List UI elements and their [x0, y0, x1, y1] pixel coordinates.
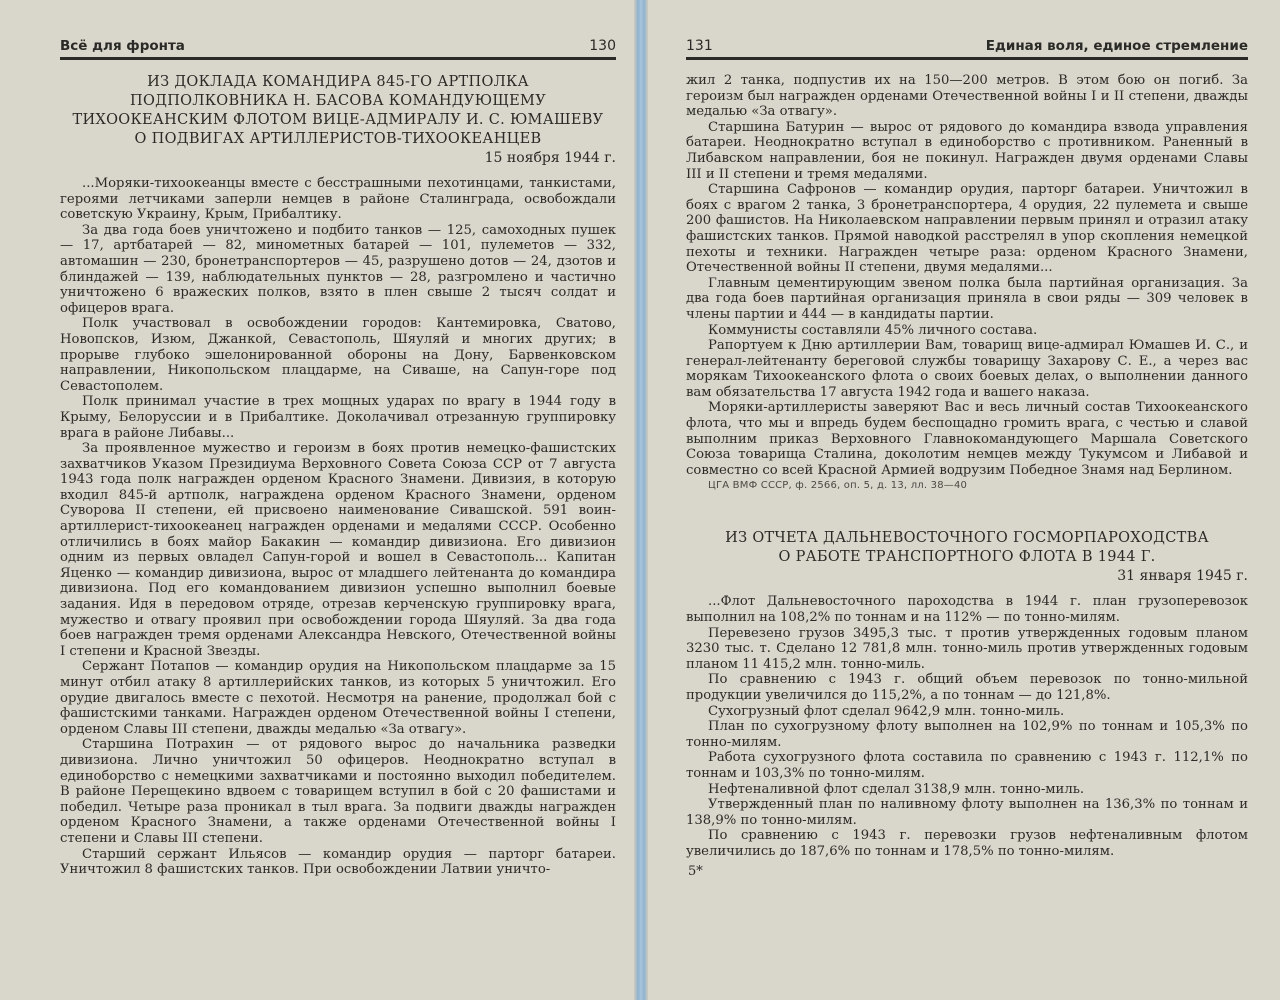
title-line: О ПОДВИГАХ АРТИЛЛЕРИСТОВ-ТИХООКЕАНЦЕВ — [134, 131, 542, 147]
paragraph: Старшина Потрахин — от рядового вырос до начальника разведки дивизиона. Лично уничтожил 50 офицеров. Неоднократно вступал в единоборство с немецкими захватчиками и постоянно выходил победителем. В районе Перещекино вдвоем с товарищем вступил в бой с 20 фашистами и победил. Четыре раза проникал в тыл врага. За подвиги дважды награжден орденом Красного Знамени, а также орденами Отечественной войны I степени и Славы III степени. — [60, 737, 616, 846]
running-head-title: Всё для фронта — [60, 38, 185, 54]
document-title — [60, 73, 616, 149]
left-page — [0, 0, 634, 1000]
paragraph: ...Флот Дальневосточного пароходства в 1944 г. план грузоперевозок выполнил на 108,2% по тоннам и на 112% — по тонно-милям. — [686, 594, 1248, 626]
paragraph: Коммунисты составляли 45% личного состава. — [708, 322, 1038, 338]
title-line: О РАБОТЕ ТРАНСПОРТНОГО ФЛОТА В 1944 Г. — [778, 549, 1156, 566]
paragraph: Полк участвовал в освобождении городов: Кантемировка, Сватово, Новопсков, Изюм, Джанкой, Севастополь, Шяуляй и многих других; в прорыве глубоко эшелонированной обороны на Дону, Барвенковском направлении, Никопольском плацдарме, на Сиваше, на Сапун-горе под Севастополем. — [60, 316, 616, 394]
page-number: 131 — [686, 38, 713, 54]
paragraph: По сравнению с 1943 г. общий объем перевозок по тонно-мильной продукции увеличился до 115,2%, а по тоннам — до 121,8%. — [686, 672, 1248, 703]
right-body-text-2 — [686, 594, 1248, 859]
running-head-left — [60, 38, 616, 60]
paragraph: Полк принимал участие в трех мощных ударах по врагу в 1944 году в Крыму, Белоруссии и в Прибалтике. Доколачивал отрезанную группировку врага в районе Либавы... — [60, 394, 616, 441]
book-gutter — [634, 0, 648, 1000]
right-page — [648, 0, 1280, 1000]
paragraph: За два года боев уничтожено и подбито танков — 125, самоходных пушек — 17, артбатарей — 82, минометных батарей — 101, пулеметов — 332, автомашин — 230, бронетранспортеров — 45, разрушено дотов — 24, дзотов и блиндажей — 139, наблюдательных пунктов — 28, разгромлено и частично уничтожено 6 вражеских полков, взято в плен свыше 2 тысяч солдат и офицеров врага. — [60, 222, 616, 316]
paragraph: За проявленное мужество и героизм в боях против немецко-фашистских захватчиков Указом Президиума Верховного Совета Союза ССР от 7 августа 1943 года полк награжден орденом Красного Знамени. Дивизия, в которую входил 845-й артполк, награждена орденом Красного Знамени, орденом Суворова II степени, ей присвоено наименование Сивашской. 591 воин-артиллерист-тихоокеанец награжден орденами и медалями СССР. Особенно отличились в боях майор Бакакин — командир дивизиона. Его дивизион одним из первых овладел Сапун-горой и вошел в Севастополь... Капитан Яценко — командир дивизиона, вырос от младшего лейтенанта до командира дивизиона. Под его командованием дивизион успешно выполнил боевые задания. Идя в передовом отряде, отрезав керченскую группировку врага, мужество и отвагу проявил при освобождении города Шяуляй. За два года боев награжден тремя орденами Александра Невского, Отечественной войны I степени и Красной Звезды. — [60, 441, 616, 659]
paragraph: ...Моряки-тихоокеанцы вместе с бесстрашными пехотинцами, танкистами, героями летчиками заперли немцев в районе Сталинграда, освобождали советскую Украину, Крым, Прибалтику. — [60, 176, 616, 223]
paragraph: Старший сержант Ильясов — командир орудия — парторг батареи. Уничтожил 8 фашистских танков. При освобождении Латвии уничто- — [60, 846, 616, 878]
title-line: ТИХООКЕАНСКИМ ФЛОТОМ ВИЦЕ-АДМИРАЛУ И. С. ЮМАШЕВУ — [72, 112, 604, 128]
archive-source: ЦГА ВМФ СССР, ф. 2566, оп. 5, д. 13, лл. 38—40 — [708, 480, 968, 492]
document-date: 15 ноября 1944 г. — [484, 150, 616, 166]
right-body-text — [686, 73, 1248, 478]
left-body-text — [60, 176, 616, 878]
paragraph: Главным цементирующим звеном полка была партийная организация. За два года боев партийная организация приняла в свои ряды — 309 человек в члены партии и 444 — в кандидаты партии. — [686, 275, 1248, 322]
paragraph-continuation: жил 2 танка, подпустив их на 150—200 метров. В этом бою он погиб. За героизм был награжден орденами Отечественной войны I и II степени, дважды медалью «За отвагу». — [686, 73, 1248, 120]
paragraph: Сухогрузный флот сделал 9642,9 млн. тонно-миль. — [708, 703, 1065, 719]
paragraph: Моряки-артиллеристы заверяют Вас и весь личный состав Тихоокеанского флота, что мы и впредь будем беспощадно громить врага, с честью и славой выполним приказ Верховного Главнокомандующего Маршала Советского Союза товарища Сталина, доколотим немцев между Тукумсом и Либавой и совместно со всей Красной Армией водрузим Победное Знамя над Берлином. — [686, 400, 1248, 478]
running-head-right — [686, 38, 1248, 60]
paragraph: Нефтеналивной флот сделал 3138,9 млн. тонно-миль. — [708, 781, 1085, 797]
title-line: ИЗ ДОКЛАДА КОМАНДИРА 845-ГО АРТПОЛКА — [147, 74, 529, 90]
paragraph: Сержант Потапов — командир орудия на Никопольском плацдарме за 15 минут отбил атаку 8 артиллерийских танков, из которых 5 уничтожил. Его орудие двигалось вместе с пехотой. Несмотря на ранение, продолжал бой с фашистскими танками. Награжден орденом Отечественной войны I степени, орденом Славы III степени, дважды медалью «За отвагу». — [60, 659, 616, 737]
title-line: ПОДПОЛКОВНИКА Н. БАСОВА КОМАНДУЮЩЕМУ — [130, 93, 546, 109]
paragraph: Работа сухогрузного флота составила по сравнению с 1943 г. 112,1% по тоннам и 103,3% по тонно-милям. — [686, 750, 1248, 781]
paragraph: Утвержденный план по наливному флоту выполнен на 136,3% по тоннам и 138,9% по тонно-милям. — [686, 797, 1248, 828]
page-number: 130 — [589, 38, 616, 54]
paragraph: Старшина Сафронов — командир орудия, парторг батареи. Уничтожил в боях с врагом 2 танка, 3 бронетранспортера, 4 орудия, 22 пулемета и свыше 200 фашистов. На Николаевском направлении первым принял и отразил атаку фашистских танков. Прямой наводкой расстрелял в упор скопления немецкой пехоты и техники. Награжден четыре раза: орденом Красного Знамени, Отечественной войны II степени, двумя медалями... — [686, 182, 1248, 276]
document-date-2: 31 января 1945 г. — [1117, 568, 1248, 585]
title-line: ИЗ ОТЧЕТА ДАЛЬНЕВОСТОЧНОГО ГОСМОРПАРОХОДСТВА — [725, 530, 1209, 547]
signature-mark: 5* — [688, 863, 703, 879]
paragraph: Старшина Батурин — вырос от рядового до командира взвода управления батареи. Неоднократно вступал в единоборство с противником. Раненный в Либавском направлении, боя не покинул. Награжден двумя орденами Славы III и II степени и тремя медалями. — [686, 119, 1248, 182]
paragraph: По сравнению с 1943 г. перевозки грузов нефтеналивным флотом увеличились до 187,6% по тоннам и 178,5% по тонно-милям. — [686, 828, 1248, 859]
paragraph: Рапортуем к Дню артиллерии Вам, товарищ вице-адмирал Юмашев И. С., и генерал-лейтенанту береговой службы товарищу Захарову С. Е., а через вас морякам Тихоокеанского флота о своих боевых делах, о выполнении данного вам обязательства 17 августа 1942 года и вашего наказа. — [686, 338, 1248, 400]
running-head-title: Единая воля, единое стремление — [985, 38, 1248, 54]
document-title-2 — [686, 529, 1248, 567]
paragraph: Перевезено грузов 3495,3 тыс. т против утвержденных годовым планом 3230 тыс. т. Сделано 12 781,8 млн. тонно-миль против утвержденных годовым планом 11 415,2 млн. тонно-миль. — [686, 625, 1248, 672]
paragraph: План по сухогрузному флоту выполнен на 102,9% по тоннам и 105,3% по тонно-милям. — [686, 719, 1248, 750]
